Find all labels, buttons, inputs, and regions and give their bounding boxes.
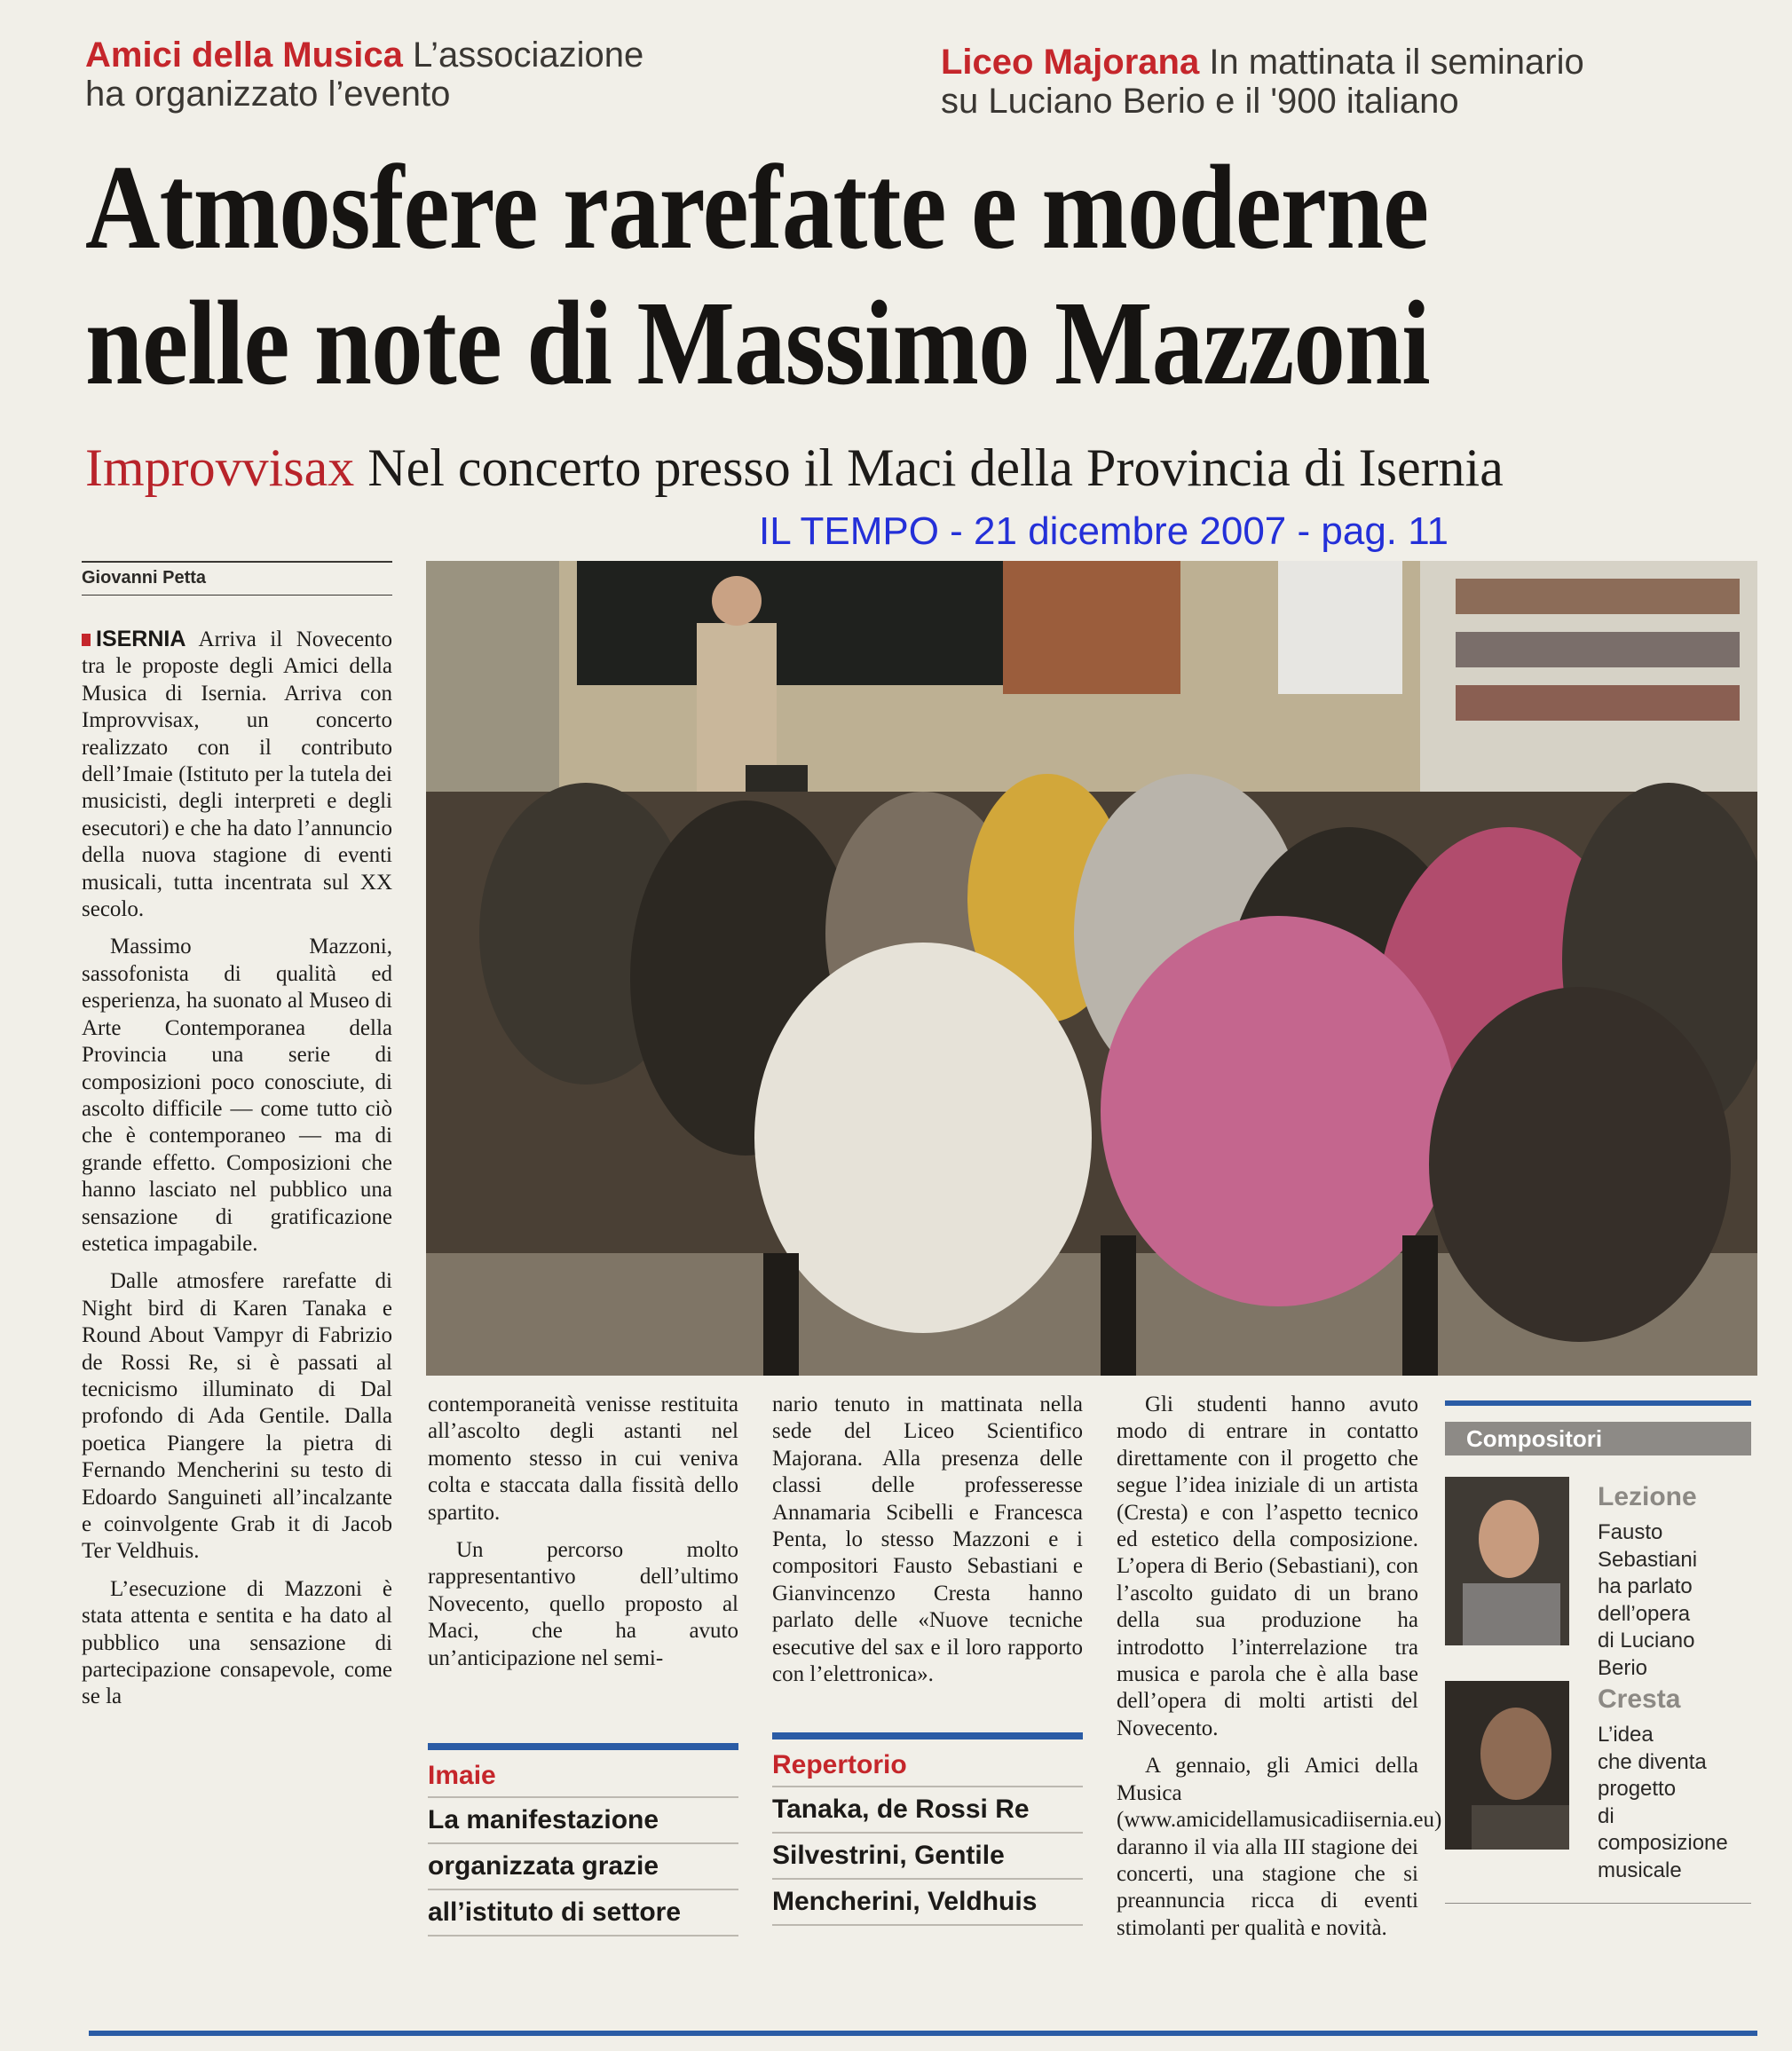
- box-imaie-bar: [428, 1743, 738, 1750]
- subhead: [85, 439, 1504, 496]
- compositori-header: Compositori: [1445, 1422, 1751, 1455]
- kicker-right-text-1: In mattinata il seminario: [1199, 43, 1584, 82]
- kicker-left-text-2: ha organizzato l’evento: [85, 75, 451, 114]
- column-2: [428, 1392, 738, 1683]
- byline-rule-bottom: [82, 595, 392, 596]
- compositore-text: L’idea che diventa progetto di composizione musicale: [1598, 1723, 1728, 1882]
- col1-p2: Massimo Mazzoni, sassofonista di qualità ed esperienza, ha suonato al Museo di Arte Contemporanea della Provincia una serie di composizioni poco conosciute, di ascolto difficile — come tutto ciò che è contemporaneo — ma di grande effetto. Composizioni che hanno lasciato nel pubblico una sensazione di gratificazione estetica impagabile.: [82, 935, 392, 1256]
- col1-p1: Arriva il Novecento tra le proposte degli Amici della Musica di Isernia. Arriva con Improvvisax, un concerto realizzato con il contributo dell’Imaie (Istituto per la tutela dei musicisti, degli interpreti e degli esecutori) e che ha dato l’annuncio della nuova stagione di eventi musicali, tutta incentrata sul XX secolo.: [82, 627, 392, 922]
- byline: Giovanni Petta: [82, 568, 207, 588]
- page-bottom-rule: [89, 2031, 1757, 2036]
- compositori-box: [1445, 1400, 1751, 1904]
- location-tag: ISERNIA: [82, 627, 186, 651]
- col1-p3: Dalle atmosfere rarefatte di Night bird di Karen Tanaka e Round About Vampyr di Fabrizio de Rossi Re, si è passati al tecnicismo illuminato di Dal profondo di Ada Gentile. Dalla poetica Piangere la pietra di Fernando Mencherini su testo di Edoardo Sanguineti all’incalzante e coinvolgente Grab it di Jacob Ter Veldhuis.: [82, 1269, 392, 1564]
- subhead-text: Nel concerto presso il Maci della Provincia di Isernia: [354, 438, 1504, 497]
- box-imaie-line: La manifestazione: [428, 1798, 738, 1844]
- column-1: [82, 626, 392, 1722]
- box-repertorio-line: Tanaka, de Rossi Re: [772, 1787, 1083, 1834]
- box-repertorio-title: Repertorio: [772, 1750, 1083, 1787]
- col2-p2: Un percorso molto rappresentantivo dell’ultimo Novecento, quello proposto al Maci, che ha avuto un’anticipazione nel semi-: [428, 1538, 738, 1670]
- col1-p4: L’esecuzione di Mazzoni è stata attenta e sentita e ha dato al pubblico una sensazione di partecipazione consapevole, come se la: [82, 1576, 392, 1709]
- kicker-left-red: Amici della Musica: [85, 35, 403, 75]
- audience-photo-illustration: [426, 561, 1757, 1376]
- kicker-left: [85, 35, 849, 114]
- box-repertorio-line: Mencherini, Veldhuis: [772, 1880, 1083, 1926]
- box-repertorio: [772, 1732, 1083, 1926]
- kicker-right: [941, 43, 1740, 121]
- byline-rule: [82, 561, 392, 563]
- kicker-left-text-1: L’associazione: [402, 35, 644, 75]
- source-stamp: IL TEMPO - 21 dicembre 2007 - pag. 11: [759, 509, 1449, 553]
- headline-line-1: Atmosfere rarefatte e moderne: [85, 141, 1429, 274]
- portrait-sebastiani: [1445, 1477, 1569, 1645]
- compositori-bar: [1445, 1400, 1751, 1406]
- kicker-right-red: Liceo Majorana: [941, 43, 1200, 82]
- headline-line-2: nelle note di Massimo Mazzoni: [85, 277, 1430, 410]
- box-imaie-line: organizzata grazie: [428, 1844, 738, 1890]
- compositore-name: Cresta: [1598, 1684, 1681, 1714]
- box-repertorio-bar: [772, 1732, 1083, 1739]
- box-imaie-title: Imaie: [428, 1761, 738, 1798]
- portrait-cresta: [1445, 1681, 1569, 1850]
- box-imaie-line: all’istituto di settore: [428, 1890, 738, 1937]
- compositori-bottom-rule: [1445, 1903, 1751, 1904]
- col2-p1: contemporaneità venisse restituita all’ascolto degli astanti nel momento stesso in cui veniva colta e staccata dalla fissità dello spartito.: [428, 1392, 738, 1525]
- col4-p2: A gennaio, gli Amici della Musica (www.amicidellamusicadiisernia.eu) daranno il via alla III stagione dei concerti, una stagione che si preannuncia ricca di eventi stimolanti per qualità e novità.: [1117, 1754, 1442, 1940]
- box-repertorio-line: Silvestrini, Gentile: [772, 1834, 1083, 1880]
- box-imaie: [428, 1743, 738, 1937]
- kicker-right-text-2: su Luciano Berio e il '900 italiano: [941, 82, 1459, 121]
- column-4: [1117, 1392, 1442, 1952]
- col4-p1: Gli studenti hanno avuto modo di entrare in contatto direttamente con il progetto che segue l’idea iniziale di un artista (Cresta) e con l’aspetto tecnico ed estetico della composizione. L’opera di Berio (Sebastiani), con l’ascolto guidato di un brano della sua produzione ha introdotto l’interrelazione tra musica e parola che è alla base dell’opera di molti artisti del Novecento.: [1117, 1392, 1418, 1740]
- compositore-text: Fausto Sebastiani ha parlato dell’opera di Luciano Berio: [1598, 1520, 1698, 1680]
- compositore-name: Lezione: [1598, 1482, 1697, 1511]
- concert-photo: [426, 561, 1757, 1376]
- column-3: [772, 1392, 1083, 1699]
- col3-p1: nario tenuto in mattinata nella sede del Liceo Scientifico Majorana. Alla presenza delle classi delle professeresse Annamaria Scibelli e Francesca Penta, lo stesso Mazzoni e i compositori Fausto Sebastiani e Gianvincenzo Cresta hanno parlato delle «Nuove tecniche esecutive del sax e il loro rapporto con l’elettronica».: [772, 1392, 1083, 1687]
- subhead-red: Improvvisax: [85, 438, 355, 497]
